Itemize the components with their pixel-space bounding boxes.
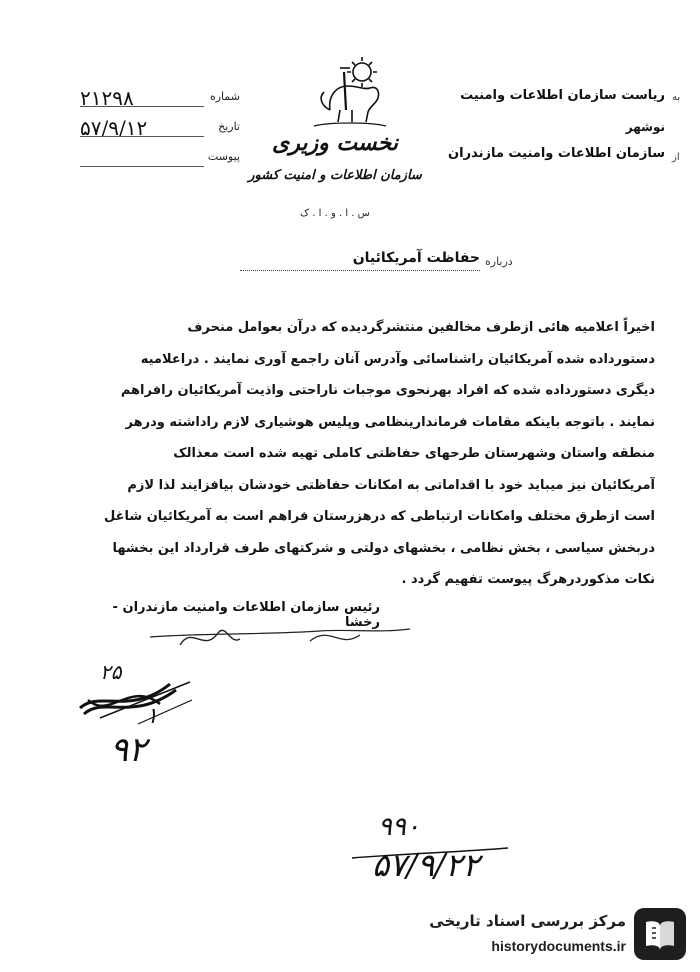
body-line: اخیراً اعلامیه هائی ازطرف مخالفین منتشرگردیده که درآن بعوامل منحرف	[187, 320, 655, 335]
handwritten-note: ۹۲	[110, 730, 147, 770]
number-value: ۲۱۲۹۸	[80, 86, 134, 110]
attachment-underline	[80, 166, 204, 167]
number-underline	[80, 106, 204, 107]
meta-number-row	[80, 88, 240, 110]
watermark-url: historydocuments.ir	[491, 938, 626, 954]
office-name: نخست وزیری	[272, 130, 398, 156]
recipient-to: ریاست سازمان اطلاعات وامنیت	[460, 88, 665, 103]
body-line: منطقه واستان وشهرستان طرحهای حفاظتی کاملی تهیه شده است معذالک	[173, 446, 655, 461]
subject-underline	[240, 270, 480, 271]
date-label: تاریخ	[218, 120, 240, 133]
subject-label: درباره	[485, 255, 513, 268]
signature-title: رئیس سازمان اطلاعات وامنیت مازندران - رخشا	[112, 600, 380, 630]
receipt-number: ۹۹۰	[378, 812, 420, 842]
receipt-date: ۵۷/۹/۲۲	[372, 846, 480, 884]
handwritten-scribble-mark	[60, 660, 200, 730]
body-line: نمایند . باتوجه باینکه مقامات فرماندارینظامی وپلیس هوشیاری لازم راداشته ودرهر	[125, 414, 655, 430]
letter-body	[20, 312, 655, 596]
handwritten-signature	[140, 615, 420, 655]
body-line: دربخش سیاسی ، بخش نظامی ، بخشهای دولتی و شرکتهای طرف قرارداد این بخشها	[112, 540, 655, 556]
handwritten-note: ۲۵	[100, 660, 122, 684]
date-underline	[80, 136, 204, 137]
attachment-label: پیوست	[207, 150, 240, 163]
book-logo-icon	[632, 906, 688, 962]
body-line: دستورداده شده آمریکائیان راشناسائی وآدرس آنان راجمع آوری نمایند . دراعلامیه	[140, 351, 655, 367]
office-code: س . ا . و . ا . ک	[300, 208, 370, 219]
recipient-to-prefix: به	[672, 92, 681, 103]
body-line: است ازطرق مختلف وامکانات ارتباطی که درهزرستان فراهم است به آمریکائیان شاغل	[104, 509, 655, 524]
recipient-city: نوشهر	[625, 120, 665, 134]
date-value: ۵۷/۹/۱۲	[80, 116, 148, 140]
meta-attachment-row	[80, 148, 240, 170]
body-line: نکات مذکوردرهرگ پیوست تفهیم گردد .	[401, 572, 655, 587]
subject-text: حفاظت آمریکائیان	[352, 250, 480, 266]
handwritten-note: ۱	[146, 704, 158, 729]
body-line: دیگری دستورداده شده که افراد بهرنحوی موجبات ناراحتی واذیت آمریکائیان رافراهم	[120, 383, 655, 398]
number-label: شماره	[209, 90, 240, 103]
lion-and-sun-emblem-icon	[300, 52, 400, 132]
recipient-from-prefix: از	[672, 152, 680, 163]
office-subtitle: سازمان اطلاعات و امنیت کشور	[248, 168, 422, 183]
recipient-from: سازمان اطلاعات وامنیت مازندران	[448, 146, 665, 161]
meta-date-row	[80, 118, 240, 140]
watermark-title: مرکز بررسی اسناد تاریخی	[429, 912, 626, 930]
body-line: آمریکائیان نیز میباید خود با اقداماتی به امکانات حفاظتی خودشان بیافزایند لذا لازم	[127, 477, 655, 493]
